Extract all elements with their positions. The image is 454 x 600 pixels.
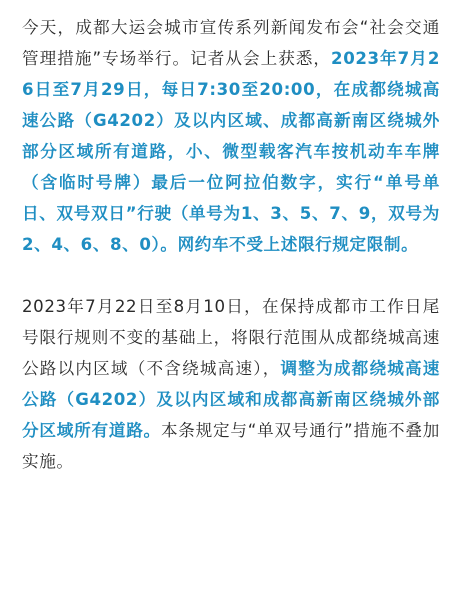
paragraph-2 bbox=[22, 291, 440, 477]
paragraph-1-highlight: 2023年7月26日至7月29日，每日7:30至20:00，在成都绕城高速公路（G4202）及以内区域、成都高新南区绕城外部分区域所有道路，小、微型载客汽车按机动车车牌（含临时号牌）最后一位阿拉伯数字，实行“单号单日、双号双日”行驶（单号为1、3、5、7、9，双号为2、4、6、8、0）。网约车不受上述限行规定限制。 bbox=[22, 49, 440, 254]
paragraph-1 bbox=[22, 0, 440, 260]
paragraph-2-note: 本条规定与“单双号通行”措施不叠加实施。 bbox=[22, 421, 440, 471]
paragraph-1-intro: 今天，成都大运会城市宣传系列新闻发布会“社会交通管理措施”专场举行。记者从会上获悉， bbox=[22, 18, 440, 68]
paragraph-2-highlight: 调整为成都绕城高速公路（G4202）及以内区域和成都高新南区绕城外部分区域所有道路。 bbox=[22, 359, 441, 440]
paragraph-2-intro: 2023年7月22日至8月10日，在保持成都市工作日尾号限行规则不变的基础上，将限行范围从成都绕城高速公路以内区域（不含绕城高速）， bbox=[22, 297, 440, 378]
